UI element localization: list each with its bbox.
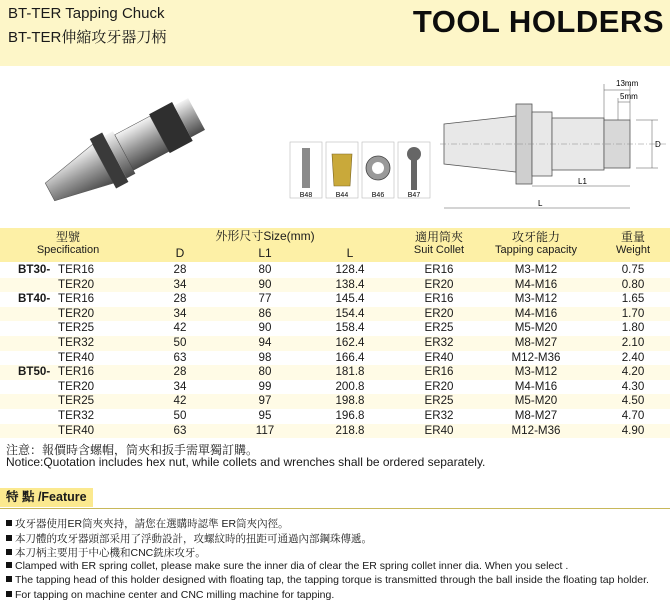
row-model: TER25 [58, 394, 95, 408]
title-chinese: BT-TER伸縮攻牙器刀柄 [8, 29, 167, 46]
row-wt: 1.70 [621, 306, 645, 320]
bullet-square-icon [6, 562, 12, 568]
row-l: 138.4 [335, 277, 365, 291]
row-wt: 4.50 [621, 394, 645, 408]
row-l: 196.8 [335, 409, 365, 422]
svg-text:L: L [538, 199, 543, 208]
row-l1: 97 [258, 394, 272, 408]
row-collet: ER40 [424, 350, 454, 364]
row-model: TER40 [58, 423, 95, 437]
feature-item [6, 531, 372, 546]
header-weight-en: Weight [615, 244, 651, 256]
feature-item [6, 560, 568, 572]
row-d: 42 [173, 321, 187, 335]
row-model: TER32 [58, 336, 95, 349]
svg-text:B47: B47 [407, 192, 421, 199]
svg-text:L1: L1 [578, 177, 587, 186]
row-d: 50 [173, 409, 187, 422]
row-collet: ER20 [424, 379, 454, 393]
row-l: 181.8 [335, 365, 365, 379]
row-l: 158.4 [335, 321, 365, 335]
row-l1: 117 [255, 423, 275, 437]
row-cap: M3-M12 [514, 292, 558, 306]
row-cap: M5-M20 [514, 321, 558, 335]
row-wt: 1.65 [621, 292, 645, 306]
row-l1: 80 [258, 263, 272, 276]
row-collet: ER20 [424, 306, 454, 320]
header-weight-zh: 重量 [620, 230, 645, 244]
header-collet-zh: 適用筒夾 [414, 230, 463, 244]
row-l1: 90 [258, 277, 272, 291]
feature-text: 攻牙器使用ER筒夾夾持，請您在選購時認準 ER筒夾內徑。 [15, 518, 289, 530]
row-model: TER16 [58, 292, 95, 306]
row-model: TER20 [58, 379, 95, 393]
feature-title: 特 點 /Feature [0, 488, 93, 507]
row-d: 28 [173, 365, 187, 379]
svg-text:B44: B44 [335, 192, 349, 199]
row-l: 145.4 [335, 292, 365, 306]
row-collet: ER16 [424, 365, 454, 379]
row-cap: M3-M12 [514, 263, 558, 276]
row-wt: 1.80 [621, 321, 645, 335]
row-collet: ER25 [424, 394, 454, 408]
row-l: 162.4 [335, 336, 365, 349]
note-english: Notice:Quotation includes hex nut, while collets and wrenches shall be ordered separately. [6, 455, 486, 469]
row-l: 218.8 [335, 423, 365, 437]
feature-text: Clamped with ER spring collet, please make sure the inner dia of clear the ER spring collet inner dia. When you select . [15, 559, 569, 572]
row-cap: M12-M36 [511, 350, 561, 364]
row-d: 63 [173, 350, 187, 364]
header-capacity-en: Tapping capacity [495, 244, 577, 256]
feature-item [6, 516, 289, 531]
table-row [0, 278, 670, 293]
header-l: L [346, 246, 354, 260]
row-d: 63 [173, 423, 187, 437]
row-model: TER40 [58, 350, 95, 364]
row-l1: 98 [258, 350, 272, 364]
row-collet: ER32 [424, 409, 454, 422]
table-row [0, 394, 670, 409]
row-d: 28 [173, 292, 187, 306]
row-l1: 99 [258, 379, 272, 393]
bullet-square-icon [6, 549, 12, 555]
row-l1: 80 [258, 365, 272, 379]
row-l: 198.8 [335, 394, 365, 408]
bullet-square-icon [6, 591, 12, 597]
table-row [0, 424, 670, 439]
bullet-square-icon [6, 535, 12, 541]
row-model: TER16 [58, 263, 95, 276]
row-group: BT40- [18, 292, 51, 306]
row-group: BT50- [18, 365, 51, 379]
row-cap: M12-M36 [511, 423, 561, 437]
tap-adapter-icon [302, 148, 310, 188]
row-l1: 90 [258, 321, 272, 335]
row-wt: 0.75 [621, 263, 645, 276]
table-row [0, 409, 670, 424]
technical-drawing [440, 74, 668, 224]
feature-text: The tapping head of this holder designed with floating tap, the tapping torque is transmitted through the ball inside the floating tap holder. [15, 574, 649, 586]
row-cap: M5-M20 [514, 394, 558, 408]
row-collet: ER25 [424, 321, 454, 335]
row-l1: 86 [258, 306, 272, 320]
row-collet: ER40 [424, 423, 454, 437]
row-wt: 2.40 [621, 350, 645, 364]
row-l: 128.4 [335, 263, 365, 276]
row-wt: 4.20 [621, 365, 645, 379]
row-l: 154.4 [335, 306, 365, 320]
feature-text: 本刀體的攻牙器頭部采用了浮動設計，攻螺紋時的扭距可通過內部鋼珠傳遞。 [15, 532, 372, 545]
row-model: TER25 [58, 321, 95, 335]
table-row [0, 292, 670, 307]
row-wt: 4.30 [621, 379, 645, 393]
row-d: 34 [173, 277, 187, 291]
row-d: 28 [173, 263, 187, 276]
row-cap: M4-M16 [514, 379, 558, 393]
feature-item [6, 589, 334, 601]
row-cap: M4-M16 [514, 306, 558, 320]
row-collet: ER16 [424, 263, 454, 276]
page-heading: TOOL HOLDERS [412, 4, 664, 39]
row-l1: 94 [258, 336, 272, 349]
feature-text: For tapping on machine center and CNC milling machine for tapping. [15, 588, 335, 601]
note-chinese: 注意：報價時含螺帽，筒夾和扳手需單獨訂購。 [6, 443, 259, 457]
row-l: 166.4 [335, 350, 365, 364]
table-row [0, 307, 670, 322]
svg-text:D: D [655, 140, 661, 149]
feature-text: 本刀柄主要用于中心機和CNC銑床攻牙。 [15, 547, 206, 559]
row-d: 50 [173, 336, 187, 349]
row-model: TER32 [58, 409, 95, 422]
row-model: TER16 [58, 365, 95, 379]
row-wt: 4.70 [621, 409, 645, 422]
header-collet-en: Suit Collet [413, 244, 465, 256]
row-wt: 0.80 [621, 277, 645, 291]
table-row [0, 336, 670, 351]
svg-text:B46: B46 [371, 192, 385, 199]
row-d: 34 [173, 379, 187, 393]
collet-icon [332, 154, 352, 186]
svg-text:13mm: 13mm [616, 79, 639, 88]
row-l1: 77 [258, 292, 272, 306]
header-d: D [175, 246, 185, 260]
row-l: 200.8 [335, 379, 365, 393]
feature-divider [0, 508, 670, 509]
bullet-square-icon [6, 520, 12, 526]
header-l1: L1 [258, 246, 272, 260]
row-collet: ER32 [424, 336, 454, 349]
bullet-square-icon [6, 576, 12, 582]
table-row [0, 321, 670, 336]
row-group: BT30- [18, 263, 51, 276]
table-row [0, 365, 670, 380]
row-cap: M4-M16 [514, 277, 558, 291]
row-d: 42 [173, 394, 187, 408]
row-l1: 95 [258, 409, 272, 422]
svg-text:5mm: 5mm [620, 92, 638, 101]
table-row [0, 351, 670, 366]
row-collet: ER16 [424, 292, 454, 306]
row-cap: M8-M27 [514, 409, 558, 422]
row-cap: M8-M27 [514, 336, 558, 349]
table-row [0, 263, 670, 278]
table-row [0, 380, 670, 395]
title-english: BT-TER Tapping Chuck [8, 5, 165, 22]
header-capacity-zh: 攻牙能力 [511, 230, 560, 244]
row-wt: 4.90 [621, 423, 645, 437]
feature-item [6, 545, 206, 560]
row-model: TER20 [58, 306, 95, 320]
accessories-figure [288, 140, 438, 202]
row-cap: M3-M12 [514, 365, 558, 379]
feature-item [6, 574, 649, 586]
header-size: 外形尺寸Size(mm) [215, 229, 315, 243]
row-model: TER20 [58, 277, 95, 291]
header-spec-en: Specification [36, 244, 100, 256]
svg-text:B48: B48 [299, 192, 313, 199]
tool-holder-photo [30, 72, 220, 232]
header-spec-zh: 型號 [55, 230, 80, 244]
row-wt: 2.10 [621, 336, 645, 349]
row-collet: ER20 [424, 277, 454, 291]
row-d: 34 [173, 306, 187, 320]
